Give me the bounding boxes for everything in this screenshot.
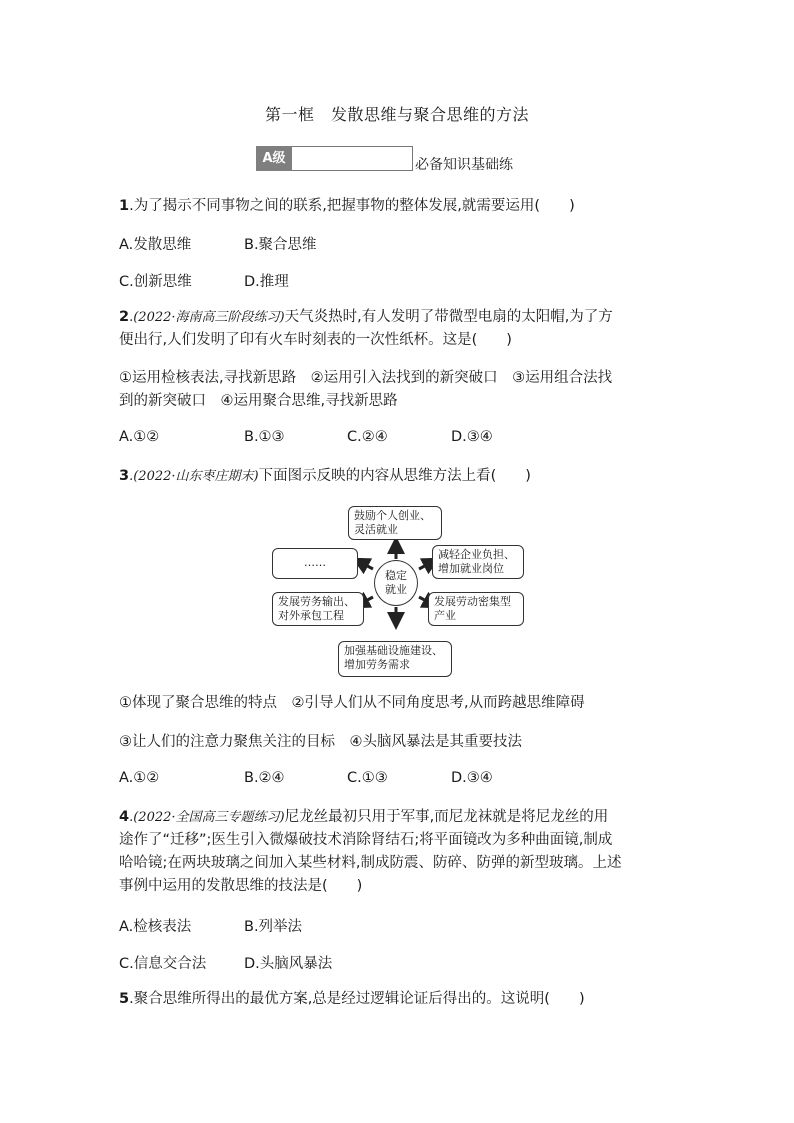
box-left-bottom [272, 592, 364, 626]
question-number: 2 [119, 309, 130, 325]
q4-option-b: B.列举法 [244, 919, 303, 935]
level-header [256, 145, 513, 171]
question-text: .聚合思维所得出的最优方案,总是经过逻辑论证后得出的。这说明( ) [129, 991, 585, 1007]
q3-option-c: C.①③ [347, 770, 388, 786]
box-top-line1: 鼓励个人创业、 [354, 509, 431, 522]
question-4 [119, 807, 608, 828]
q4-option-d: D.头脑风暴法 [244, 956, 333, 972]
question-number: 4 [119, 809, 130, 825]
question-source: .(2022·山东枣庄期末) [129, 469, 259, 484]
box-left-bottom-line2: 对外承包工程 [278, 609, 344, 622]
box-top-line2: 灵活就业 [354, 523, 398, 536]
question-4-cont-3: 事例中运用的发散思维的技法是( ) [119, 878, 363, 894]
page-title: 第一框 发散思维与聚合思维的方法 [264, 105, 529, 124]
q2-option-b: B.①③ [244, 429, 285, 445]
q3-statements-2: ③让人们的注意力聚焦关注的目标 ④头脑风暴法是其重要技法 [119, 734, 522, 750]
q3-option-b: B.②④ [244, 770, 285, 786]
level-blank-box [292, 146, 413, 171]
box-right-top [432, 545, 524, 579]
question-4-cont-1: 途作了“迁移”;医生引入微爆破技术消除肾结石;将平面镜改为多种曲面镜,制成 [119, 832, 613, 848]
arrow-up-left [360, 562, 373, 569]
question-text: 天气炎热时,有人发明了带微型电扇的太阳帽,为了方 [284, 309, 613, 325]
box-left-top: …… [272, 548, 358, 579]
center-line1: 稳定 [385, 569, 407, 582]
q2-statements-1: ①运用检核表法,寻找新思路 ②运用引入法找到的新突破口 ③运用组合法找 [119, 370, 613, 386]
box-left-bottom-line1: 发展劳务输出、 [278, 595, 355, 608]
box-right-top-line2: 增加就业岗位 [438, 562, 504, 575]
question-text: 尼龙丝最初只用于军事,而尼龙袜就是将尼龙丝的用 [284, 809, 609, 825]
center-line2: 就业 [385, 583, 407, 596]
arrow-up-right [419, 562, 432, 569]
question-source: .(2022·海南高三阶段练习) [129, 310, 285, 325]
question-1 [119, 196, 575, 216]
question-5 [119, 989, 585, 1009]
q1-option-d: D.推理 [244, 274, 289, 290]
level-label: 必备知识基础练 [415, 157, 513, 173]
box-right-bottom [428, 592, 524, 626]
question-number: 3 [119, 468, 130, 484]
question-number: 1 [119, 198, 130, 214]
level-badge: A级 [256, 146, 292, 171]
q4-option-a: A.检核表法 [119, 919, 192, 935]
question-text: .为了揭示不同事物之间的联系,把握事物的整体发展,就需要运用( ) [129, 198, 575, 214]
question-3 [119, 466, 531, 487]
question-4-cont-2: 哈哈镜;在两块玻璃之间加入某些材料,制成防震、防碎、防弹的新型玻璃。上述 [119, 855, 622, 871]
q2-option-d: D.③④ [451, 429, 493, 445]
question-text: 下面图示反映的内容从思维方法上看( ) [258, 468, 531, 484]
q3-option-a: A.①② [119, 770, 160, 786]
q3-statements-1: ①体现了聚合思维的特点 ②引导人们从不同角度思考,从而跨越思维障碍 [119, 695, 585, 711]
q2-statements-2: 到的新突破口 ④运用聚合思维,寻找新思路 [119, 393, 398, 409]
question-source: .(2022·全国高三专题练习) [129, 810, 285, 825]
q2-option-a: A.①② [119, 429, 160, 445]
question-2-cont: 便出行,人们发明了印有火车时刻表的一次性纸杯。这是( ) [119, 332, 512, 348]
question-number: 5 [119, 991, 130, 1007]
box-right-bottom-line2: 产业 [434, 609, 456, 622]
q4-option-c: C.信息交合法 [119, 956, 207, 972]
q1-option-a: A.发散思维 [119, 237, 192, 253]
stable-employment-diagram [270, 500, 530, 680]
question-2 [119, 307, 613, 328]
box-bottom-line2: 增加劳务需求 [344, 658, 410, 671]
box-right-top-line1: 减轻企业负担、 [438, 548, 515, 561]
q1-option-c: C.创新思维 [119, 274, 192, 290]
box-right-bottom-line1: 发展劳动密集型 [434, 595, 511, 608]
box-top [348, 506, 442, 540]
q1-option-b: B.聚合思维 [244, 237, 317, 253]
box-bottom-line1: 加强基础设施建设、 [344, 644, 443, 657]
q2-option-c: C.②④ [347, 429, 388, 445]
q3-option-d: D.③④ [451, 770, 493, 786]
center-circle [374, 560, 418, 606]
box-bottom [338, 641, 452, 677]
